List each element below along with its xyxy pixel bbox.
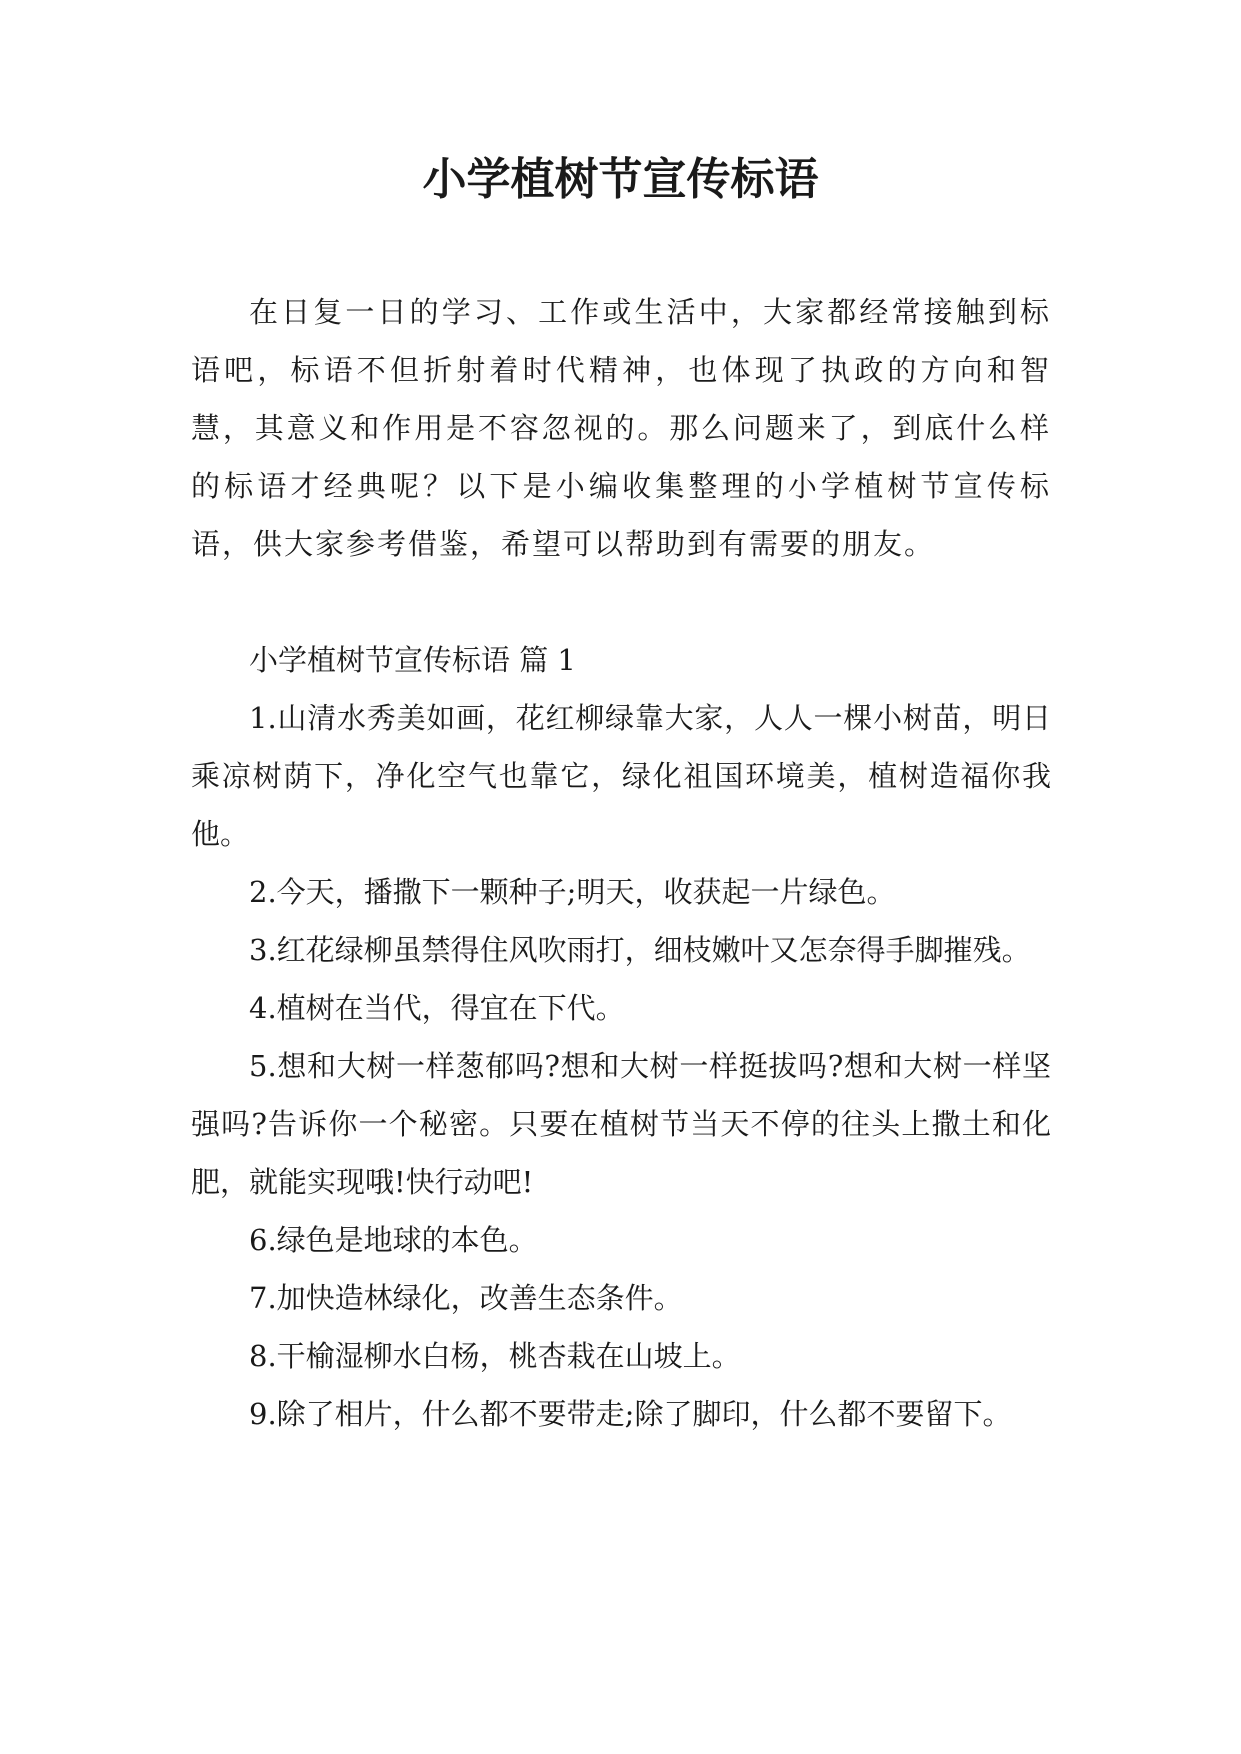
slogan-item-9: 9.除了相片，什么都不要带走;除了脚印，什么都不要留下。 xyxy=(249,1397,1012,1431)
section-heading: 小学植树节宣传标语 篇 1 xyxy=(249,643,576,677)
document-body xyxy=(191,283,1051,1443)
slogan-item-4: 4.植树在当代，得宜在下代。 xyxy=(249,991,625,1025)
slogan-item-1: 1.山清水秀美如画，花红柳绿靠大家，人人一棵小树苗，明日乘凉树荫下，净化空气也靠它，绿化祖国环境美，植树造福你我他。 xyxy=(191,701,1051,851)
slogan-item-8: 8.干榆湿柳水白杨，桃杏栽在山坡上。 xyxy=(249,1339,741,1373)
slogan-item-2: 2.今天，播撒下一颗种子;明天，收获起一片绿色。 xyxy=(249,875,896,909)
slogan-item-5: 5.想和大树一样葱郁吗?想和大树一样挺拔吗?想和大树一样坚强吗?告诉你一个秘密。只要在植树节当天不停的往头上撒土和化肥，就能实现哦!快行动吧! xyxy=(191,1049,1051,1199)
document-title: 小学植树节宣传标语 xyxy=(422,154,819,205)
slogan-item-6: 6.绿色是地球的本色。 xyxy=(249,1223,538,1257)
intro-paragraph: 在日复一日的学习、工作或生活中，大家都经常接触到标语吧，标语不但折射着时代精神，也体现了执政的方向和智慧，其意义和作用是不容忽视的。那么问题来了，到底什么样的标语才经典呢？以下是小编收集整理的小学植树节宣传标语，供大家参考借鉴，希望可以帮助到有需要的朋友。 xyxy=(191,295,1051,561)
slogan-item-7: 7.加快造林绿化，改善生态条件。 xyxy=(249,1281,683,1315)
slogan-item-3: 3.红花绿柳虽禁得住风吹雨打，细枝嫩叶又怎奈得手脚摧残。 xyxy=(249,933,1031,967)
